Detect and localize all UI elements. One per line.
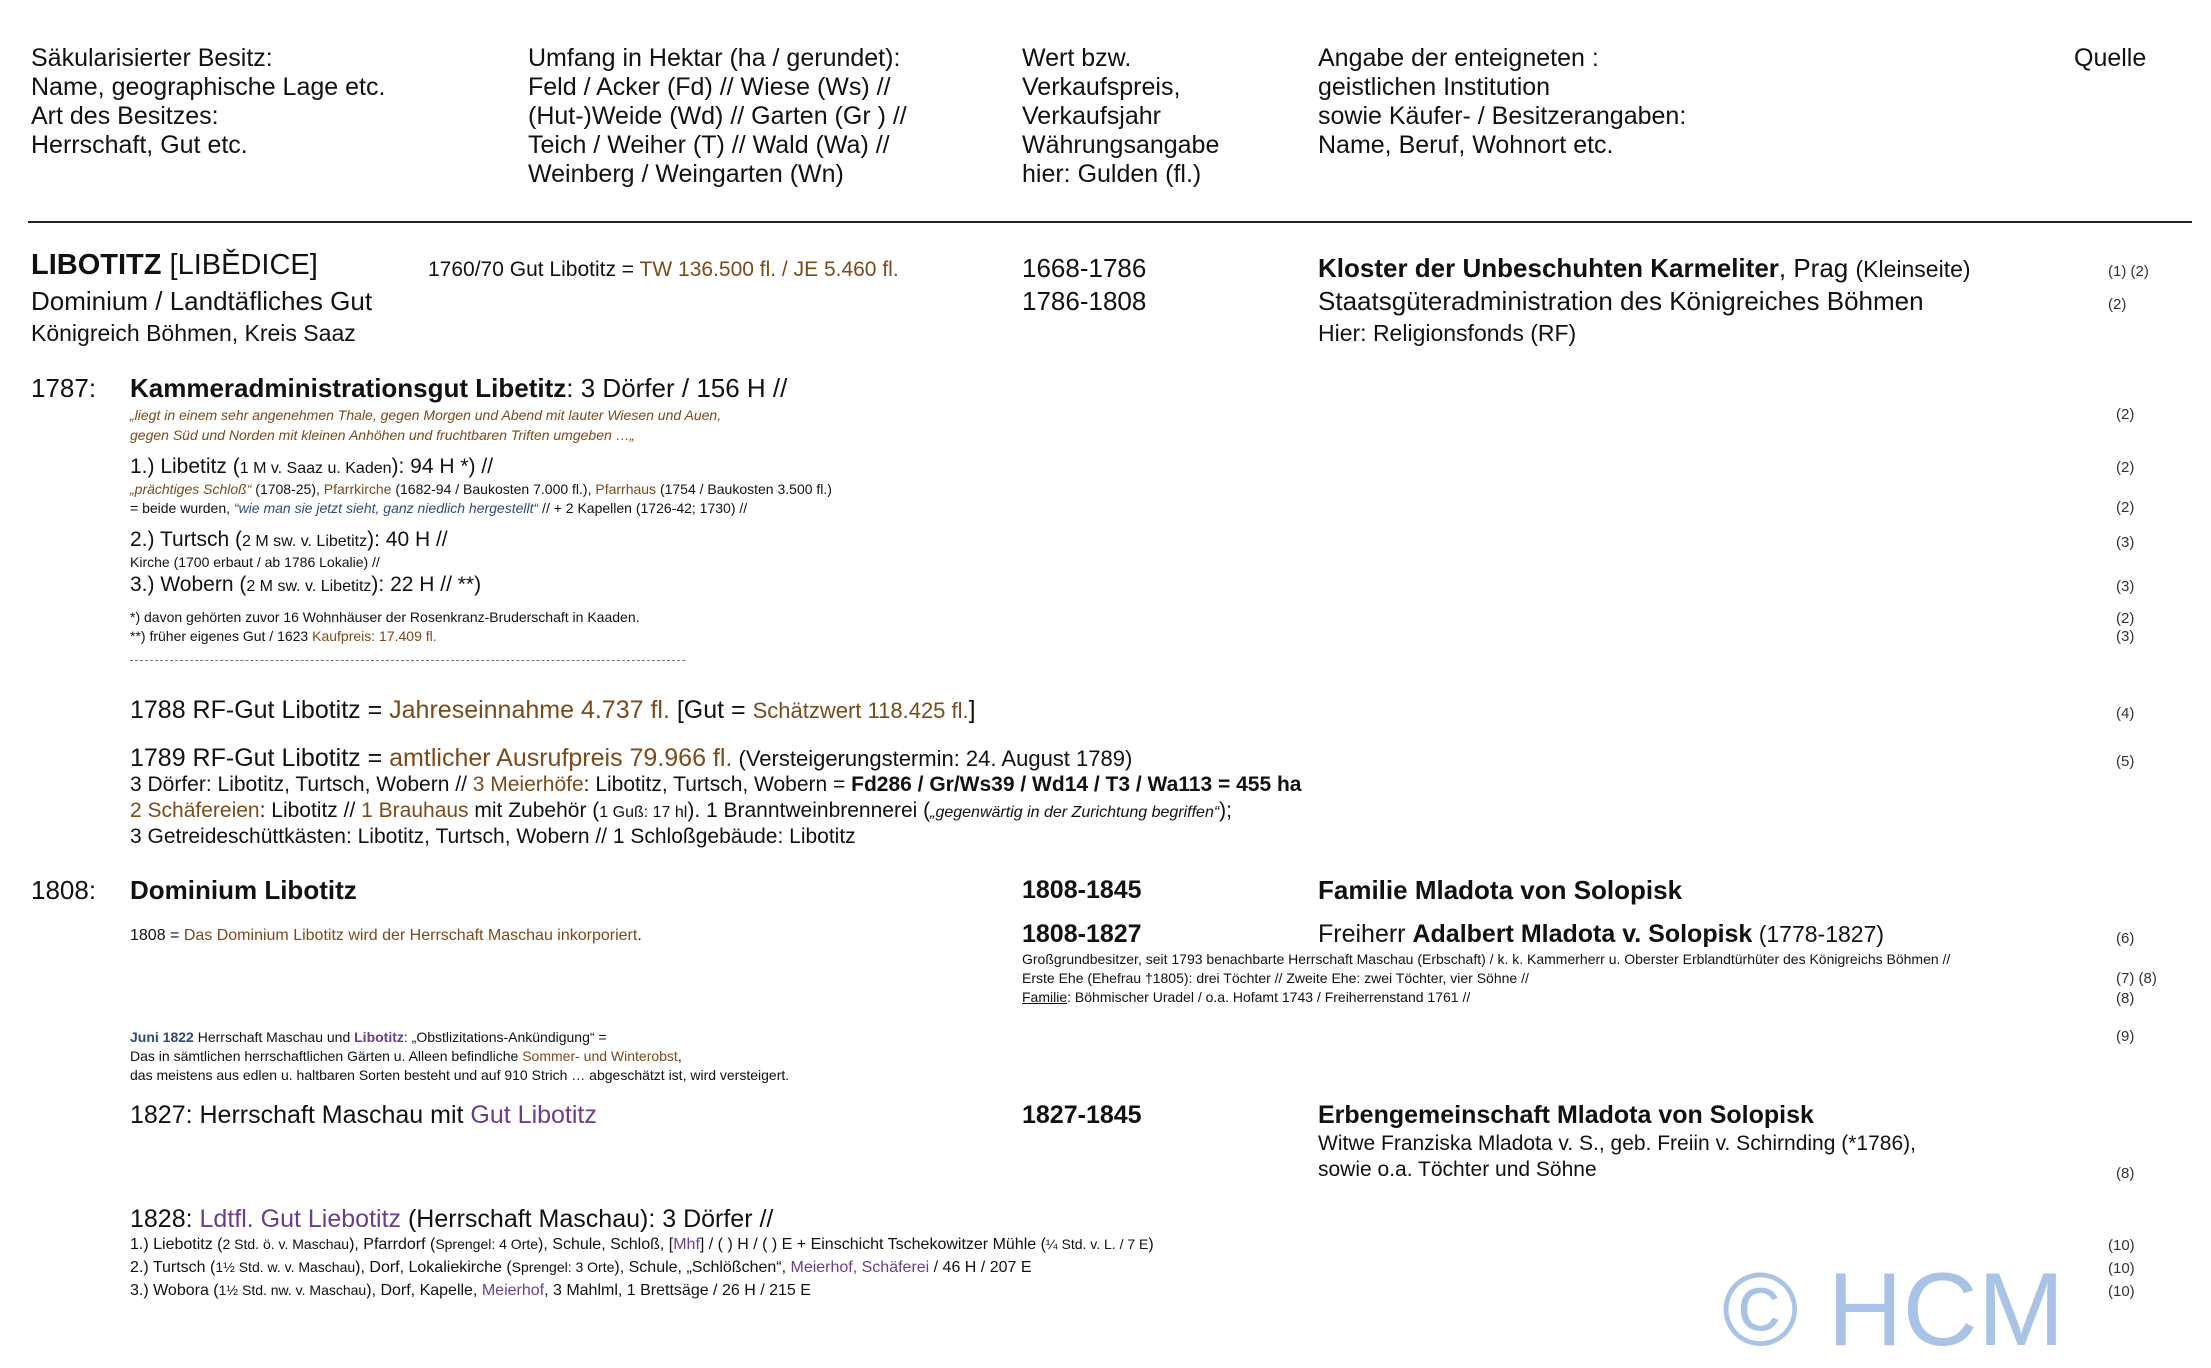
value-highlight: 3 Meierhöfe bbox=[472, 773, 584, 796]
source-ref: (2) bbox=[2116, 610, 2135, 627]
entry-1789-line3 bbox=[130, 798, 1232, 824]
entry-title bbox=[31, 248, 318, 282]
source-ref: (10) bbox=[2108, 1260, 2135, 1277]
source-ref: (10) bbox=[2108, 1237, 2135, 1254]
header-text: Teich / Weiher (T) // Wald (Wa) // bbox=[528, 131, 890, 159]
text: 3 Dörfer: Libotitz, Turtsch, Wobern // bbox=[130, 773, 473, 796]
text: (Kleinseite) bbox=[1855, 256, 1971, 282]
header-text: Herrschaft, Gut etc. bbox=[31, 131, 248, 159]
text: ). 1 Branntweinbrennerei ( bbox=[687, 799, 931, 822]
owner-1 bbox=[1318, 255, 1971, 283]
quote: gegen Süd und Norden mit kleinen Anhöhen und fruchtbaren Triften umgeben …„ bbox=[130, 427, 635, 443]
text: 2 M sw. v. Libetitz bbox=[246, 578, 372, 595]
text: = beide wurden, bbox=[130, 500, 234, 516]
owner-detail: Großgrundbesitzer, seit 1793 benachbarte Herrschaft Maschau (Erbschaft) / k. k. Kammerherr u. Oberster Erblandtürhüter des Königreichs Böhmen // bbox=[1022, 951, 1951, 967]
header-text: Säkularisierter Besitz: bbox=[31, 44, 273, 72]
owner-2: Staatsgüteradministration des Königreiches Böhmen bbox=[1318, 286, 1924, 316]
header-col-owner bbox=[1318, 44, 1686, 160]
quote: „liegt in einem sehr angenehmen Thale, gegen Morgen und Abend mit lauter Wiesen und Auen, bbox=[130, 407, 722, 423]
text: , bbox=[677, 1048, 682, 1064]
entry-1789 bbox=[130, 745, 1132, 772]
value-highlight: Das Dominium Libotitz wird der Herrschaft Maschau inkorporiert bbox=[183, 927, 638, 944]
text: 1828: bbox=[130, 1205, 200, 1233]
source-ref: (6) bbox=[2116, 930, 2135, 947]
entry-1822-line2 bbox=[130, 1047, 682, 1065]
place: Ldtfl. Gut Liebotitz bbox=[199, 1205, 402, 1233]
entry-name-czech: [LIBĚDICE] bbox=[161, 249, 318, 281]
village-1-detail bbox=[130, 480, 832, 498]
period: 1668-1786 bbox=[1022, 253, 1147, 283]
entry-1827 bbox=[130, 1102, 597, 1129]
entry-1789-line4: 3 Getreideschüttkästen: Libotitz, Turtsch, Wobern // 1 Schloßgebäude: Libotitz bbox=[130, 825, 856, 848]
value-highlight: 1 Brauhaus bbox=[361, 799, 469, 822]
text: (1682-94 / Baukosten 7.000 fl.), bbox=[391, 481, 596, 497]
owner-name: Kloster der Unbeschuhten Karmeliter bbox=[1318, 253, 1779, 283]
text: Das in sämtlichen herrschaftlichen Gärten u. Alleen befindliche bbox=[130, 1048, 523, 1064]
owner-name: Erbengemeinschaft Mladota von Solopisk bbox=[1318, 1101, 1814, 1129]
source-ref: (9) bbox=[2116, 1028, 2135, 1045]
village-1-detail-2 bbox=[130, 499, 747, 517]
quote: „prächtiges Schloß“ bbox=[130, 481, 252, 497]
text: 1.) Libetitz ( bbox=[130, 455, 240, 478]
header-col-area bbox=[528, 44, 907, 189]
header-text: Verkaufsjahr bbox=[1022, 102, 1161, 130]
text: ), Schule, „Schlößchen“, bbox=[614, 1259, 791, 1276]
village-3 bbox=[130, 572, 481, 598]
text: : Böhmischer Uradel / o.a. Hofamt 1743 / Freiherrenstand 1761 // bbox=[1067, 989, 1471, 1005]
value-highlight: TW 136.500 fl. / JE 5.460 fl. bbox=[639, 258, 899, 281]
source-ref: (7) (8) bbox=[2116, 970, 2157, 987]
text: . bbox=[637, 927, 642, 944]
header-text: Name, Beruf, Wohnort etc. bbox=[1318, 131, 1614, 159]
text: ), Schule, Schloß, [ bbox=[538, 1236, 674, 1253]
source-ref: (2) bbox=[2116, 406, 2135, 423]
year-label: 1787: bbox=[31, 373, 97, 403]
text: ] / ( ) H / ( ) E + Einschicht Tschekowitzer Mühle ( bbox=[699, 1236, 1046, 1253]
value-highlight: 2 Schäfereien bbox=[130, 799, 260, 822]
text: ), Dorf, Lokaliekirche ( bbox=[355, 1259, 512, 1276]
entry-name: LIBOTITZ bbox=[31, 249, 162, 281]
owner-detail bbox=[1022, 988, 1470, 1006]
year-label: 1808: bbox=[31, 875, 97, 905]
source-ref: (3) bbox=[2116, 534, 2135, 551]
entry-1789-line2 bbox=[130, 772, 1301, 798]
header-text: Name, geographische Lage etc. bbox=[31, 73, 386, 101]
text: : Libotitz, Turtsch, Wobern = bbox=[583, 773, 852, 796]
text: : Libotitz // bbox=[259, 799, 362, 822]
owner-name: Familie Mladota von Solopisk bbox=[1318, 875, 1683, 905]
text: , Prag bbox=[1778, 253, 1856, 283]
text: ), Pfarrdorf ( bbox=[349, 1236, 436, 1253]
value-highlight: Kaufpreis: 17.409 fl. bbox=[312, 628, 437, 644]
value-highlight: Pfarrkirche bbox=[323, 481, 392, 497]
footnote bbox=[130, 627, 437, 645]
source-ref: (2) bbox=[2116, 459, 2135, 476]
separator bbox=[130, 660, 685, 661]
section-title: Dominium Libotitz bbox=[130, 875, 357, 905]
text: ): 40 H // bbox=[367, 528, 448, 551]
village-row-3 bbox=[130, 1281, 811, 1301]
text: mit Zubehör ( bbox=[468, 799, 600, 822]
text: (1708-25), bbox=[251, 481, 324, 497]
village-row-1 bbox=[130, 1235, 1154, 1255]
header-text: (Hut-)Weide (Wd) // Garten (Gr ) // bbox=[528, 102, 907, 130]
header-col-value bbox=[1022, 44, 1219, 189]
owner-detail: sowie o.a. Töchter und Söhne bbox=[1318, 1158, 1597, 1181]
text: , 3 Mahlml, 1 Brettsäge / 26 H / 215 E bbox=[544, 1282, 811, 1299]
place: Mhf bbox=[673, 1236, 700, 1253]
place: Libotitz bbox=[354, 1029, 404, 1045]
text: 1 Guß: 17 hl bbox=[599, 804, 688, 821]
watermark: © HCM bbox=[1722, 1252, 2065, 1368]
source-ref: (1) (2) bbox=[2108, 263, 2149, 280]
text: 2.) Turtsch ( bbox=[130, 1259, 216, 1276]
entry-1828 bbox=[130, 1206, 773, 1233]
text: 1827: Herrschaft Maschau mit bbox=[130, 1101, 471, 1129]
village-2 bbox=[130, 527, 448, 553]
value-highlight: amtlicher Ausrufpreis 79.966 fl. bbox=[389, 744, 733, 772]
text: 3.) Wobora ( bbox=[130, 1282, 219, 1299]
header-text: Art des Besitzes: bbox=[31, 102, 219, 130]
text: (1778-1827) bbox=[1752, 921, 1885, 947]
header-text: Verkaufspreis, bbox=[1022, 73, 1181, 101]
village-1 bbox=[130, 454, 493, 480]
period: 1827-1845 bbox=[1022, 1101, 1142, 1129]
text: Sprengel: 3 Orte bbox=[511, 1259, 615, 1275]
text: Sprengel: 4 Orte bbox=[435, 1236, 539, 1252]
value-highlight: Jahreseinnahme 4.737 fl. bbox=[389, 696, 670, 724]
text: [Gut = bbox=[669, 696, 753, 724]
text: : 3 Dörfer / 156 H // bbox=[566, 373, 788, 403]
entry-1788 bbox=[130, 697, 976, 724]
header-text: Umfang in Hektar (ha / gerundet): bbox=[528, 44, 901, 72]
text: 1789 RF-Gut Libotitz = bbox=[130, 744, 390, 772]
value-highlight: Pfarrhaus bbox=[595, 481, 657, 497]
source-ref: (2) bbox=[2108, 296, 2127, 313]
header-col-source: Quelle bbox=[2074, 44, 2147, 72]
footnote: *) davon gehörten zuvor 16 Wohnhäuser der Rosenkranz-Bruderschaft in Kaaden. bbox=[130, 609, 640, 625]
header-text: Angabe der enteigneten : bbox=[1318, 44, 1599, 72]
text: / 46 H / 207 E bbox=[929, 1259, 1032, 1276]
text: Herrschaft Maschau und bbox=[193, 1029, 355, 1045]
header-text: Feld / Acker (Fd) // Wiese (Ws) // bbox=[528, 73, 891, 101]
header-text: Währungsangabe bbox=[1022, 131, 1220, 159]
header-text: Weinberg / Weingarten (Wn) bbox=[528, 160, 844, 188]
source-ref: (8) bbox=[2116, 1165, 2135, 1182]
text: ); bbox=[1219, 799, 1232, 822]
text: (1754 / Baukosten 3.500 fl.) bbox=[656, 481, 832, 497]
text: 3.) Wobern ( bbox=[130, 573, 247, 596]
source-ref: (8) bbox=[2116, 990, 2135, 1007]
text: (Herrschaft Maschau): 3 Dörfer // bbox=[401, 1205, 774, 1233]
section-title bbox=[130, 375, 787, 402]
text: 2 Std. ö. v. Maschau bbox=[222, 1236, 350, 1252]
text: ] bbox=[968, 696, 976, 724]
place: Meierhof, Schäferei bbox=[790, 1259, 930, 1276]
text: Familie bbox=[1022, 989, 1068, 1005]
value-highlight: Sommer- und Winterobst bbox=[522, 1048, 678, 1064]
village-row-2 bbox=[130, 1258, 1032, 1278]
header-text: Wert bzw. bbox=[1022, 44, 1132, 72]
text: // + 2 Kapellen (1726-42; 1730) // bbox=[538, 500, 748, 516]
entry-value-1760 bbox=[428, 257, 899, 283]
source-ref: (5) bbox=[2116, 753, 2135, 770]
source-ref: (3) bbox=[2116, 578, 2135, 595]
owner-adalbert bbox=[1318, 921, 1884, 948]
header-text: sowie Käufer- / Besitzerangaben: bbox=[1318, 102, 1687, 130]
owner-name: Adalbert Mladota v. Solopisk bbox=[1412, 920, 1753, 948]
place: Gut Libotitz bbox=[470, 1101, 597, 1129]
owner-detail: Erste Ehe (Ehefrau †1805): drei Töchter // Zweite Ehe: zwei Töchter, vier Söhne // bbox=[1022, 970, 1529, 986]
source-ref: (10) bbox=[2108, 1283, 2135, 1300]
quote: “wie man sie jetzt sieht, ganz niedlich hergestellt“ bbox=[233, 500, 539, 516]
village-2-detail: Kirche (1700 erbaut / ab 1786 Lokalie) // bbox=[130, 554, 380, 570]
area-values: Fd286 / Gr/Ws39 / Wd14 / T3 / Wa113 = 455 ha bbox=[851, 773, 1302, 796]
entry-1822-line3: das meistens aus edlen u. haltbaren Sorten besteht und auf 910 Strich … abgeschätzt ist, wird versteigert. bbox=[130, 1067, 790, 1083]
owner-detail: Witwe Franziska Mladota v. S., geb. Freiin v. Schirnding (*1786), bbox=[1318, 1132, 1916, 1155]
text: : „Obstlizitations-Ankündigung“ = bbox=[403, 1029, 607, 1045]
text: ): 94 H *) // bbox=[391, 455, 494, 478]
period: 1808-1827 bbox=[1022, 920, 1142, 948]
incorporation-note bbox=[130, 926, 642, 946]
header-col-property bbox=[31, 44, 385, 160]
text: 1½ Std. nw. v. Maschau bbox=[218, 1282, 367, 1298]
text: 1760/70 Gut Libotitz = bbox=[428, 258, 640, 281]
period: 1786-1808 bbox=[1022, 286, 1147, 316]
text: ), Dorf, Kapelle, bbox=[366, 1282, 482, 1299]
header-divider bbox=[28, 221, 2192, 223]
text: **) früher eigenes Gut / 1623 bbox=[130, 628, 313, 644]
text: 2.) Turtsch ( bbox=[130, 528, 243, 551]
period: 1808-1845 bbox=[1022, 876, 1142, 904]
source-ref: (4) bbox=[2116, 705, 2135, 722]
source-ref: (2) bbox=[2116, 499, 2135, 516]
text: (Versteigerungstermin: 24. August 1789) bbox=[732, 746, 1133, 771]
quote: „gegenwärtig in der Zurichtung begriffen“ bbox=[930, 804, 1220, 821]
entry-location: Königreich Böhmen, Kreis Saaz bbox=[31, 320, 356, 346]
text: 1788 RF-Gut Libotitz = bbox=[130, 696, 390, 724]
text: ¼ Std. v. L. / 7 E bbox=[1045, 1236, 1149, 1252]
text: ) bbox=[1148, 1236, 1154, 1253]
entry-type: Dominium / Landtäfliches Gut bbox=[31, 286, 373, 316]
owner-3: Hier: Religionsfonds (RF) bbox=[1318, 320, 1577, 346]
text: 2 M sw. v. Libetitz bbox=[242, 533, 368, 550]
header-text: geistlichen Institution bbox=[1318, 73, 1551, 101]
text: 1 M v. Saaz u. Kaden bbox=[239, 460, 392, 477]
title-bold: Kammeradministrationsgut Libetitz bbox=[130, 373, 567, 403]
text: 1.) Liebotitz ( bbox=[130, 1236, 223, 1253]
date: Juni 1822 bbox=[130, 1029, 194, 1045]
text: Freiherr bbox=[1318, 920, 1413, 948]
source-ref: (3) bbox=[2116, 628, 2135, 645]
header-text: hier: Gulden (fl.) bbox=[1022, 160, 1202, 188]
value-highlight: Schätzwert 118.425 fl. bbox=[752, 698, 969, 723]
place: Meierhof bbox=[481, 1282, 545, 1299]
text: ): 22 H // **) bbox=[371, 573, 482, 596]
text: 1808 = bbox=[130, 927, 184, 944]
entry-1822 bbox=[130, 1028, 607, 1046]
text: 1½ Std. w. v. Maschau bbox=[215, 1259, 356, 1275]
